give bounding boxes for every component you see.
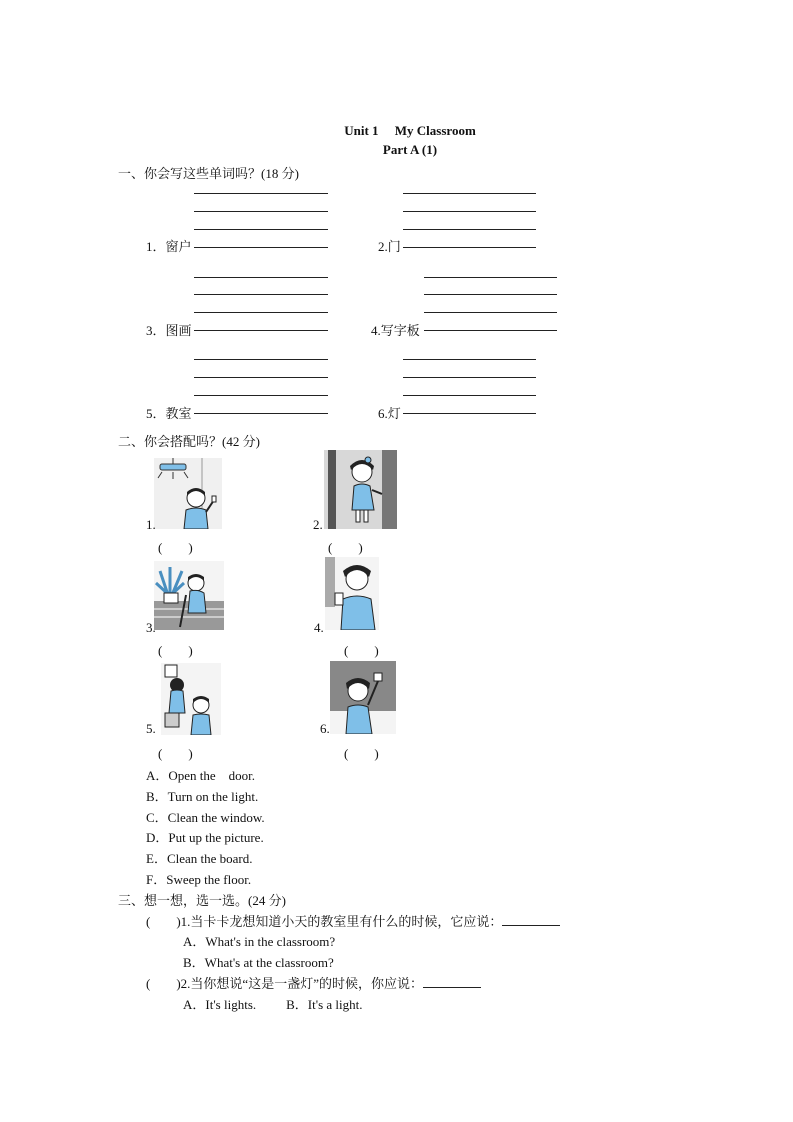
option-f: F．Sweep the floor. bbox=[146, 872, 252, 887]
answer-bracket-q1[interactable]: ( ) bbox=[146, 914, 181, 929]
answer-bracket-2[interactable]: ( ) bbox=[328, 540, 363, 555]
picture-turn-on-light bbox=[154, 458, 222, 529]
answer-bracket-5[interactable]: ( ) bbox=[158, 746, 193, 761]
answer-bracket-1[interactable]: ( ) bbox=[158, 540, 193, 555]
option-d: D．Put up the picture. bbox=[146, 830, 264, 845]
answer-bracket-q2[interactable]: ( ) bbox=[146, 976, 181, 991]
word-item-light: 6.灯 bbox=[378, 406, 401, 421]
q2-option-b: B．It's a light. bbox=[286, 997, 363, 1012]
write-line[interactable] bbox=[424, 294, 557, 295]
picture-put-up-picture bbox=[161, 663, 221, 735]
answer-bracket-3[interactable]: ( ) bbox=[158, 643, 193, 658]
write-line[interactable] bbox=[403, 247, 536, 248]
write-line[interactable] bbox=[424, 312, 557, 313]
answer-blank-q1[interactable] bbox=[502, 914, 560, 926]
match-number-2: 2. bbox=[313, 517, 323, 532]
write-line[interactable] bbox=[194, 277, 328, 278]
q1-option-a: A．What's in the classroom? bbox=[183, 934, 336, 949]
write-line[interactable] bbox=[424, 277, 557, 278]
word-item-picture: 3．图画 bbox=[146, 323, 192, 338]
write-line[interactable] bbox=[194, 312, 328, 313]
question-1 bbox=[146, 911, 560, 930]
write-line[interactable] bbox=[194, 229, 328, 230]
write-line[interactable] bbox=[194, 247, 328, 248]
word-item-window: 1．窗户 bbox=[146, 239, 192, 254]
page-subtitle: Part A (1) bbox=[382, 142, 438, 157]
picture-clean-board bbox=[330, 661, 396, 734]
option-e: E．Clean the board. bbox=[146, 851, 253, 866]
write-line[interactable] bbox=[194, 413, 328, 414]
page-title: Unit 1 My Classroom bbox=[344, 123, 476, 138]
word-item-door: 2.门 bbox=[378, 239, 401, 254]
write-line[interactable] bbox=[403, 413, 536, 414]
section3-heading: 三、想一想，选一选。(24 分) bbox=[118, 893, 286, 908]
question-1-text: 1.当卡卡龙想知道小天的教室里有什么的时候，它应说： bbox=[180, 914, 503, 929]
write-line[interactable] bbox=[194, 193, 328, 194]
word-item-classroom: 5．教室 bbox=[146, 406, 192, 421]
match-number-4: 4. bbox=[314, 620, 324, 635]
q2-option-a: A．It's lights. bbox=[183, 997, 257, 1012]
answer-bracket-6[interactable]: ( ) bbox=[344, 746, 379, 761]
question-2-text: 2.当你想说“这是一盏灯”的时候，你应说： bbox=[180, 976, 423, 991]
write-line[interactable] bbox=[194, 330, 328, 331]
q2-options bbox=[183, 994, 363, 1013]
write-line[interactable] bbox=[403, 377, 536, 378]
match-number-3: 3. bbox=[146, 620, 156, 635]
write-line[interactable] bbox=[403, 211, 536, 212]
section1-heading: 一、你会写这些单词吗？(18 分) bbox=[118, 166, 299, 181]
question-2 bbox=[146, 973, 481, 992]
picture-open-door bbox=[324, 450, 397, 529]
write-line[interactable] bbox=[194, 359, 328, 360]
match-number-5: 5. bbox=[146, 721, 156, 736]
answer-blank-q2[interactable] bbox=[423, 976, 481, 988]
section2-heading: 二、你会搭配吗？(42 分) bbox=[118, 434, 260, 449]
write-line[interactable] bbox=[194, 395, 328, 396]
write-line[interactable] bbox=[403, 359, 536, 360]
option-b: B．Turn on the light. bbox=[146, 789, 259, 804]
picture-clean-window bbox=[325, 557, 379, 630]
picture-sweep-floor bbox=[154, 561, 224, 630]
write-line[interactable] bbox=[194, 294, 328, 295]
write-line[interactable] bbox=[194, 211, 328, 212]
option-c: C．Clean the window. bbox=[146, 810, 265, 825]
write-line[interactable] bbox=[403, 193, 536, 194]
word-item-board: 4.写字板 bbox=[371, 323, 420, 338]
write-line[interactable] bbox=[403, 395, 536, 396]
write-line[interactable] bbox=[403, 229, 536, 230]
match-number-1: 1. bbox=[146, 517, 156, 532]
answer-bracket-4[interactable]: ( ) bbox=[344, 643, 379, 658]
option-a: A．Open the door. bbox=[146, 768, 256, 783]
match-number-6: 6. bbox=[320, 721, 330, 736]
write-line[interactable] bbox=[194, 377, 328, 378]
q1-option-b: B．What's at the classroom? bbox=[183, 955, 334, 970]
write-line[interactable] bbox=[424, 330, 557, 331]
